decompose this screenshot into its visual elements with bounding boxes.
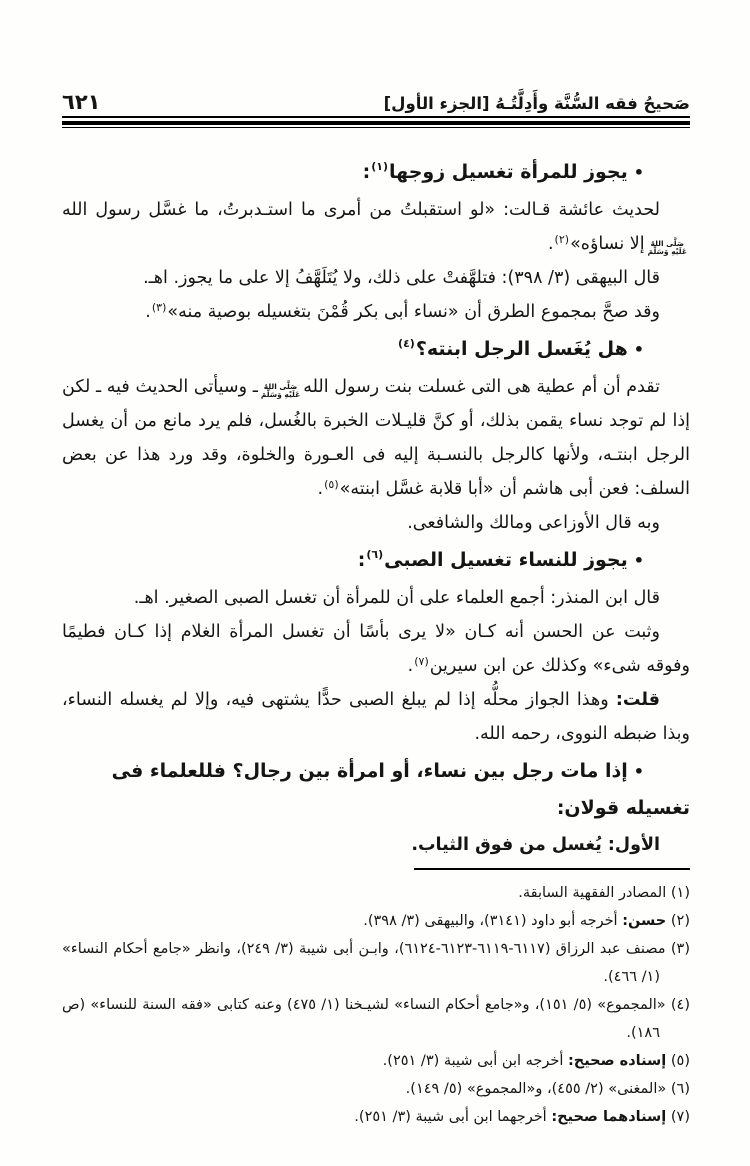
bullet-icon: • [633, 163, 644, 182]
paragraph-hasan [62, 615, 690, 683]
paragraph-abu-bakr [62, 295, 690, 329]
book-title: صَحيحُ فقه السُّنَّة وأَدِلَّتُـهُ [الجزء الأول] [383, 94, 690, 113]
heading-text: يجوز للمرأة تغسيل زوجها [389, 161, 628, 183]
paragraph-text: وقد صحَّ بمجموع الطرق أن «نساء أبى بكر قُمْنَ بتغسيله بوصية منه» [167, 302, 660, 322]
saw-ligature-icon [648, 240, 687, 256]
saw-line2: عَلَيْهِ وَسَلَّمَ [647, 247, 687, 256]
footnote-ref-7: (٧) [414, 655, 429, 668]
footnote-ref-5: (٥) [324, 478, 339, 491]
footnote-item [62, 1047, 690, 1075]
paragraph-awzai [62, 506, 690, 540]
footnote-grade: إسناده صحيح: [567, 1053, 667, 1069]
paragraph-text: قال البيهقى (٣/ ٣٩٨): فتلهَّفتْ على ذلك، ولا يُتَلَهَّفُ إلا على ما يجوز. اهـ. [143, 268, 660, 288]
footnote-text: «المجموع» (٥/ ١٥١)، و«جامع أحكام النساء» لشيـخنا (١/ ٤٧٥) وعنه كتابى «فقه السنة للنساء» (ص ١٨٦). [62, 997, 666, 1041]
paragraph-text: وهذا الجواز محلُّه إذا لم يبلغ الصبى حدًّا يشتهى فيه، وإلا لم يغسله النساء، وبذا ضبطه النووى، رحمه الله. [62, 690, 690, 744]
footnote-text: مصنف عبد الرزاق (٦١١٧-٦١١٩-٦١٢٣-٦١٢٤)، وابـن أبى شيبة (٣/ ٢٤٩)، وانظر «جامع أحكام النساء» (١/ ٤٦٦). [62, 941, 666, 985]
paragraph-tail: . [407, 656, 414, 676]
bullet-icon: • [633, 762, 644, 781]
section-heading-2 [62, 331, 690, 368]
footnote-item [62, 879, 690, 907]
paragraph-first-opinion [62, 828, 690, 862]
header-rule-bottom [62, 127, 690, 128]
footnote-separator [414, 868, 690, 870]
footnote-item [62, 1103, 690, 1131]
footnote-marker: (٤) [670, 997, 691, 1013]
footnote-text: أخرجه ابن أبى شيبة (٣/ ٢٥١). [382, 1053, 568, 1069]
heading-tail: : [357, 549, 366, 571]
saw-ligature-icon [261, 383, 300, 399]
paragraph-text: لحديث عائشة قـالت: «لو استقبلتُ من أمرى ما استـدبرتُ، ما غسَّل رسول الله [62, 200, 660, 220]
footnote-marker: (٧) [670, 1109, 690, 1125]
heading-text: إذا مات رجل بين نساء، أو امرأة بين رجال؟ فللعلماء فى تغسيله قولان: [111, 760, 690, 819]
footnote-ref-4: (٤) [398, 337, 415, 350]
bullet-icon: • [633, 340, 644, 359]
footnote-item [62, 907, 690, 935]
paragraph-umm-atiyya [62, 370, 690, 506]
section-heading-3 [62, 542, 690, 579]
footnote-ref-6: (٦) [366, 548, 384, 561]
footnote-item [62, 1075, 690, 1103]
footnote-ref-3: (٣) [151, 301, 167, 314]
paragraph-text: وبه قال الأوزاعى ومالك والشافعى. [407, 513, 660, 533]
paragraph-text: إلا نساؤه» [570, 234, 645, 254]
section-heading-1 [62, 154, 690, 191]
paragraph-tail: . [547, 234, 554, 254]
footnote-marker: (٣) [670, 941, 691, 957]
page-number: ٦٢١ [62, 90, 101, 114]
footnote-text: أخرجه أبو داود (٣١٤١)، والبيهقى (٣/ ٣٩٨). [363, 913, 623, 929]
heading-tail: : [362, 161, 371, 183]
paragraph-qultu [62, 683, 690, 751]
footnote-marker: (٢) [670, 913, 690, 929]
paragraph-text: ـ وسيأتى الحديث فيه ـ لكن إذا لم توجد نساء يقمن بذلك، أو كنَّ قليـلات الخبرة بالغُسل، فلم يرد مانع من أن يغسل الرجل ابنتـه، ولأنها كالرجل بالنسـبة إليه فى العـورة والخلوة، وقد ورد هذا عن بعض السلف: فعن أبى هاشم أن «أبا قلابة غسَّل ابنته» [62, 377, 690, 499]
section-heading-4 [62, 753, 690, 826]
footnote-ref-1: (١) [371, 160, 389, 173]
header-rule-thick [62, 121, 690, 125]
footnote-text: أخرجهما ابن أبى شيبة (٣/ ٢٥١). [354, 1109, 552, 1125]
footnote-item [62, 991, 690, 1047]
footnote-marker: (١) [670, 885, 690, 901]
page-body [62, 154, 690, 862]
paragraph-text: وثبت عن الحسن أنه كـان «لا يرى بأسًا أن تغسل المرأة الغلام إذا كـان فطيمًا وفوقه شىء» وكذلك عن ابن سيرين [62, 622, 690, 676]
paragraph-bayhaqi [62, 261, 690, 295]
paragraph-text: قال ابن المنذر: أجمع العلماء على أن للمرأة أن تغسل الصبى الصغير. اهـ. [133, 588, 660, 608]
footnote-ref-2: (٢) [554, 233, 570, 246]
paragraph-text: الأول: يُغسل من فوق الثياب. [411, 835, 660, 855]
paragraph-lead: قلت: [615, 690, 660, 710]
paragraph-tail: . [317, 479, 324, 499]
heading-text: هل يُغَسل الرجل ابنته؟ [415, 338, 628, 360]
paragraph-hadith-aisha [62, 193, 690, 261]
footnote-text: المصادر الفقهية السابقة. [518, 885, 667, 901]
header-rule-thin [62, 116, 690, 118]
page-header [62, 0, 690, 128]
paragraph-ibn-mundhir [62, 581, 690, 615]
paragraph-text: تقدم أن أم عطية هى التى غسلت بنت رسول الله [303, 377, 660, 397]
header-row [62, 92, 690, 113]
footnotes-section [62, 868, 690, 1131]
paragraph-tail: . [145, 302, 151, 322]
footnote-grade: حسن: [622, 913, 667, 929]
footnote-marker: (٦) [670, 1081, 690, 1097]
saw-line1: صَلَّى اللهُ [263, 382, 298, 391]
heading-text: يجوز للنساء تغسيل الصبى [384, 549, 628, 571]
page-content [62, 0, 690, 1131]
bullet-icon: • [633, 551, 644, 570]
footnote-marker: (٥) [670, 1053, 690, 1069]
footnote-grade: إسنادهما صحيح: [551, 1109, 667, 1125]
footnote-text: «المغنى» (٢/ ٤٥٥)، و«المجموع» (٥/ ١٤٩). [405, 1081, 667, 1097]
saw-line1: صَلَّى اللهُ [650, 239, 685, 248]
footnote-item [62, 935, 690, 991]
saw-line2: عَلَيْهِ وَسَلَّمَ [260, 390, 301, 399]
